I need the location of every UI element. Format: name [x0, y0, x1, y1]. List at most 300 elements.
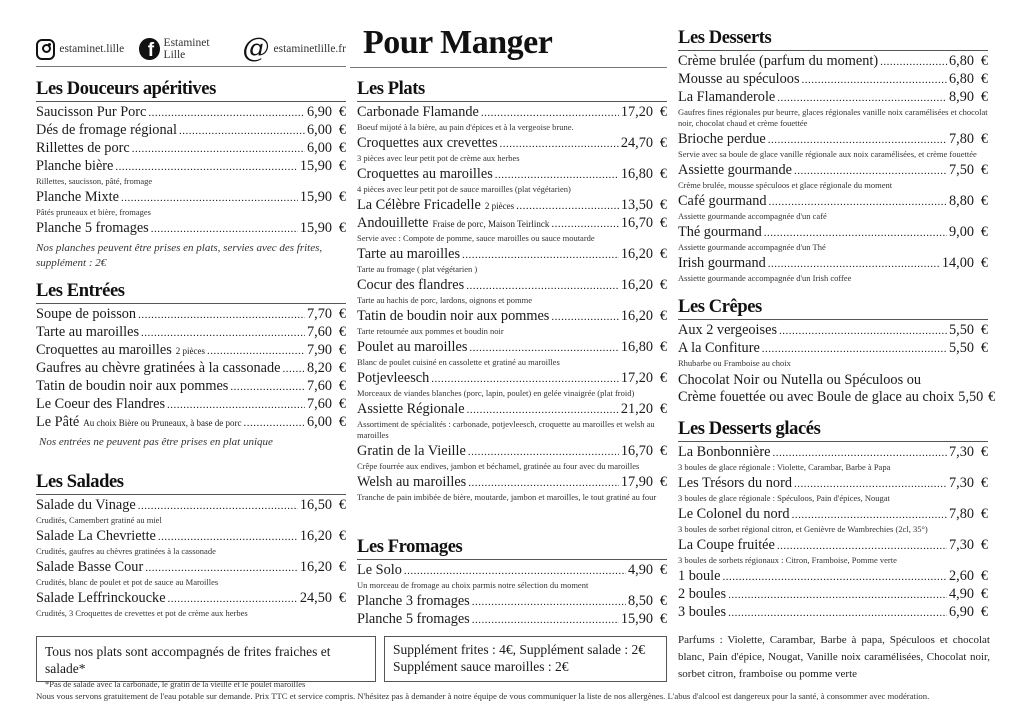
leader-dots: [880, 53, 947, 71]
item-name: Potjevleesch: [357, 370, 430, 386]
section-title: Les Fromages: [357, 537, 463, 557]
item-name: Welsh au maroilles: [357, 474, 467, 490]
leader-dots: [779, 322, 947, 340]
menu-list: [36, 104, 346, 238]
item-description: Crudités, gaufres au chèvres gratinées à la cassonade: [36, 546, 216, 556]
item-name: Irish gourmand: [678, 255, 766, 271]
item-description: Rillettes, saucisson, pâté, fromage: [36, 176, 153, 186]
item-price: 7,60: [306, 378, 332, 394]
item-name: Soupe de poisson: [36, 306, 137, 322]
currency-symbol: €: [338, 104, 346, 120]
menu-item: [36, 414, 346, 432]
leader-dots: [551, 215, 618, 233]
menu-item: [678, 224, 988, 242]
currency-symbol: €: [338, 559, 346, 575]
item-description: 3 boules de sorbets régionaux : Citron, Framboise, Pomme verte: [678, 555, 897, 565]
leader-dots: [468, 474, 619, 492]
leader-dots: [500, 135, 619, 153]
item-price: 15,90: [299, 220, 332, 236]
currency-symbol: €: [659, 611, 667, 627]
item-price: 6,90: [306, 104, 332, 120]
item-name: Planche 3 fromages: [357, 593, 470, 609]
item-description: Servie avec : Compote de pomme, sauce maroilles ou sauce moutarde: [357, 233, 595, 243]
leader-dots: [768, 255, 940, 273]
menu-item: [36, 360, 346, 378]
item-name: Les Trésors du nord: [678, 475, 792, 491]
currency-symbol: €: [338, 396, 346, 412]
item-price: 17,20: [620, 104, 653, 120]
item-price: 7,50: [948, 162, 974, 178]
currency-symbol: €: [659, 593, 667, 609]
item-price: 4,90: [948, 586, 974, 602]
leader-dots: [768, 131, 947, 149]
leader-dots: [167, 396, 305, 414]
leader-dots: [151, 220, 298, 238]
at-icon: @: [242, 33, 270, 64]
leader-dots: [764, 224, 947, 242]
leader-dots: [794, 475, 947, 493]
menu-item: [678, 340, 988, 358]
item-name: Le Pâté: [36, 414, 80, 430]
menu-item: [36, 306, 346, 324]
leader-dots: [121, 189, 298, 207]
leader-dots: [138, 306, 305, 324]
item-price: 17,90: [620, 474, 653, 490]
menu-item: [36, 158, 346, 176]
currency-symbol: €: [980, 537, 988, 553]
item-name: Croquettes aux crevettes: [357, 135, 498, 151]
item-name: Gaufres au chèvre gratinées à la cassonade: [36, 360, 281, 376]
currency-symbol: €: [980, 193, 988, 209]
item-price: 6,90: [948, 604, 974, 620]
item-price: 16,80: [620, 339, 653, 355]
currency-symbol: €: [659, 277, 667, 293]
menu-item: [678, 322, 988, 340]
currency-symbol: €: [338, 189, 346, 205]
section-desserts-glaces: [678, 418, 988, 622]
section-douceurs: [36, 78, 346, 271]
item-price: 7,80: [948, 131, 974, 147]
leader-dots: [115, 158, 297, 176]
menu-list: [36, 497, 346, 619]
item-name: La Bonbonnière: [678, 444, 771, 460]
item-description: Boeuf mijoté à la bière, au pain d'épices et à la vergeoise brune.: [357, 122, 574, 132]
menu-item: [36, 122, 346, 140]
item-description: Crudités, Camembert gratiné au miel: [36, 515, 162, 525]
item-description: Gaufres fines régionales pur beurre, glaces régionales vanille noix caramélisées et chocolat noir, chocolat chaud et crème fouettée: [678, 107, 988, 128]
item-description: Tarte retournée aux pommes et boudin noir: [357, 326, 504, 336]
item-price: 14,00: [941, 255, 974, 271]
divider: [678, 50, 988, 51]
menu-item: [678, 537, 988, 555]
section-title: Les Douceurs apéritives: [36, 79, 216, 99]
leader-dots: [481, 104, 619, 122]
item-description: Crudités, 3 Croquettes de crevettes et pot de crème aux herbes: [36, 608, 248, 618]
item-price: 16,80: [620, 166, 653, 182]
currency-symbol: €: [980, 71, 988, 87]
instagram-handle[interactable]: estaminet.lille: [59, 43, 125, 55]
item-description: Pâtés pruneaux et bière, fromages: [36, 207, 151, 217]
currency-symbol: €: [659, 104, 667, 120]
item-price: 5,50: [948, 322, 974, 338]
footer-disclaimer: Nous vous servons gratuitement de l'eau potable sur demande. Prix TTC et service compris. N'hésitez pas à demander à notre équipe de vous communiquer la liste de nos allergènes. L'abus d'alcool est dangereux pour la santé, à consommer avec modération.: [36, 691, 930, 701]
currency-symbol: €: [659, 339, 667, 355]
item-price: 16,20: [620, 277, 653, 293]
currency-symbol: €: [980, 255, 988, 271]
supplement-line: Supplément frites : 4€, Supplément salade : 2€: [393, 642, 645, 657]
menu-item: [357, 474, 667, 492]
website-link[interactable]: estaminetlille.fr: [273, 43, 346, 55]
menu-item: [357, 246, 667, 264]
section-title: Les Salades: [36, 472, 124, 492]
menu-item: [357, 593, 667, 611]
currency-symbol: €: [338, 342, 346, 358]
menu-item: [357, 562, 667, 580]
currency-symbol: €: [980, 586, 988, 602]
item-name: Salade Basse Cour: [36, 559, 144, 575]
item-name: Planche bière: [36, 158, 114, 174]
leader-dots: [283, 360, 305, 378]
item-price: 7,30: [948, 444, 974, 460]
item-name: La Coupe fruitée: [678, 537, 775, 553]
facebook-handle[interactable]: Estaminet Lille: [163, 37, 210, 61]
menu-item: [357, 611, 667, 629]
divider: [36, 494, 346, 495]
parfums-note: Parfums : Violette, Carambar, Barbe à papa, Spéculoos et chocolat blanc, Pain d'épice, Nougat, Vanille noix caramélisées, Chocolat noir, sorbet citron, framboise ou pomme verte: [678, 634, 990, 680]
menu-item: [36, 528, 346, 546]
item-price: 4,90: [627, 562, 653, 578]
leader-dots: [141, 324, 305, 342]
divider: [678, 319, 988, 320]
item-price: 6,00: [306, 414, 332, 430]
item-name: Poulet au maroilles: [357, 339, 468, 355]
item-price: 16,70: [620, 443, 653, 459]
item-description: Assiette gourmande accompagnée d'un café: [678, 211, 827, 221]
currency-symbol: €: [659, 197, 667, 213]
divider: [36, 101, 346, 102]
item-description: 3 boules de glace régionale : Violette, Carambar, Barbe à Papa: [678, 462, 891, 472]
leader-dots: [773, 444, 947, 462]
leader-dots: [728, 586, 947, 604]
leader-dots: [551, 308, 618, 326]
item-description: 3 boules de glace régionale : Spéculoos, Pain d'épices, Nougat: [678, 493, 890, 503]
item-name: Cocur des flandres: [357, 277, 465, 293]
leader-dots: [472, 611, 619, 629]
item-name: 1 boule: [678, 568, 721, 584]
currency-symbol: €: [338, 528, 346, 544]
currency-symbol: €: [338, 497, 346, 513]
item-price: 6,00: [306, 140, 332, 156]
item-price: 7,60: [306, 324, 332, 340]
item-description: Crème brulée, mousse spéculoos et glace régionale du moment: [678, 180, 893, 190]
item-name: Mousse au spéculoos: [678, 71, 800, 87]
currency-symbol: €: [659, 135, 667, 151]
menu-item: [678, 71, 988, 89]
item-price: 15,90: [299, 189, 332, 205]
currency-symbol: €: [659, 370, 667, 386]
item-price: 6,80: [948, 71, 974, 87]
item-description: Assortiment de spécialités : carbonade, potjevleesch, croquette au maroilles et welsh au maroilles: [357, 419, 655, 440]
item-name: Croquettes au maroilles: [36, 342, 172, 358]
leader-dots: [168, 590, 298, 608]
item-price: 8,90: [948, 89, 974, 105]
leader-dots: [794, 162, 947, 180]
item-detail: Au choix Bière ou Pruneaux, à base de porc: [83, 418, 242, 428]
leader-dots: [467, 401, 619, 419]
menu-item: [36, 378, 346, 396]
currency-symbol: €: [659, 215, 667, 231]
leader-dots: [148, 104, 305, 122]
item-name: Le Colonel du nord: [678, 506, 790, 522]
currency-symbol: €: [980, 604, 988, 620]
item-price: 16,20: [299, 528, 332, 544]
currency-symbol: €: [338, 158, 346, 174]
menu-list: [678, 322, 988, 369]
currency-symbol: €: [980, 506, 988, 522]
leader-dots: [468, 443, 619, 461]
menu-item: [36, 189, 346, 207]
item-price: 7,80: [948, 506, 974, 522]
currency-symbol: €: [980, 340, 988, 356]
menu-item: [36, 396, 346, 414]
currency-symbol: €: [980, 444, 988, 460]
section-entrees: [36, 280, 346, 450]
item-price: 7,90: [306, 342, 332, 358]
currency-symbol: €: [338, 590, 346, 606]
item-price: 2,60: [948, 568, 974, 584]
item-price: 5,50: [948, 340, 974, 356]
currency-symbol: €: [338, 414, 346, 430]
accompaniment-note: *Pas de salade avec la carbonade, le gratin de la vieille et le poulet maroilles: [45, 679, 306, 689]
section-title: Les Entrées: [36, 281, 125, 301]
menu-list: [36, 306, 346, 432]
menu-item: [36, 140, 346, 158]
menu-item: [678, 193, 988, 211]
menu-item: [678, 506, 988, 524]
item-price: 8,50: [627, 593, 653, 609]
currency-symbol: €: [980, 131, 988, 147]
item-name: Saucisson Pur Porc: [36, 104, 147, 120]
item-description: Assiette gourmande accompagnée d'un Thé: [678, 242, 826, 252]
menu-item: [678, 586, 988, 604]
supplement-line: Supplément sauce maroilles : 2€: [393, 659, 569, 674]
item-price: 16,20: [620, 246, 653, 262]
divider: [357, 101, 667, 102]
leader-dots: [179, 122, 305, 140]
menu-item: [678, 475, 988, 493]
currency-symbol: €: [338, 220, 346, 236]
item-name: Tarte au maroilles: [357, 246, 461, 262]
social-links: [36, 33, 346, 64]
item-name: Assiette gourmande: [678, 162, 792, 178]
item-price: 17,20: [620, 370, 653, 386]
item-name: Tatin de boudin noir aux pommes: [36, 378, 229, 394]
leader-dots: [138, 497, 298, 515]
menu-item: [357, 401, 667, 419]
divider: [36, 66, 346, 67]
item-description: Un morceau de fromage au choix parmis notre sélection du moment: [357, 580, 589, 590]
currency-symbol: €: [659, 562, 667, 578]
currency-symbol: €: [659, 474, 667, 490]
currency-symbol: €: [659, 308, 667, 324]
item-price: 7,30: [948, 537, 974, 553]
item-price: 24,50: [299, 590, 332, 606]
item-description: 3 boules de sorbet régional citron, et Genièvre de Wambrechies (2cl, 35°): [678, 524, 928, 534]
item-price: 16,70: [620, 215, 653, 231]
currency-symbol: €: [338, 360, 346, 376]
item-price: 16,50: [299, 497, 332, 513]
currency-symbol: €: [338, 122, 346, 138]
divider: [357, 559, 667, 560]
section-plats: [357, 78, 667, 505]
leader-dots: [777, 537, 947, 555]
section-title: Les Plats: [357, 79, 425, 99]
item-price: 21,20: [620, 401, 653, 417]
currency-symbol: €: [338, 306, 346, 322]
item-name: Le Solo: [357, 562, 402, 578]
currency-symbol: €: [338, 324, 346, 340]
item-name: Salade Leffrinckoucke: [36, 590, 166, 606]
item-description: Tarte au fromage ( plat végétarien ): [357, 264, 478, 274]
leader-dots: [132, 140, 305, 158]
section-title: Les Crêpes: [678, 297, 762, 317]
item-price: 6,00: [306, 122, 332, 138]
page-title: Pour Manger: [363, 24, 553, 61]
menu-item: [678, 53, 988, 71]
currency-symbol: €: [980, 53, 988, 69]
leader-dots: [472, 593, 626, 611]
item-price: 7,70: [306, 306, 332, 322]
item-name: 2 boules: [678, 586, 727, 602]
item-detail: Fraise de porc, Maison Teirlinck: [432, 219, 550, 229]
section-salades: [36, 471, 346, 621]
leader-dots: [243, 414, 304, 432]
leader-dots: [495, 166, 619, 184]
divider: [350, 67, 667, 68]
menu-item: [678, 568, 988, 586]
item-name: Thé gourmand: [678, 224, 762, 240]
item-price: 7,60: [306, 396, 332, 412]
item-description: Blanc de poulet cuisiné en cassolette et gratiné au maroilles: [357, 357, 560, 367]
leader-dots: [145, 559, 298, 577]
menu-list: [678, 444, 988, 622]
item-name: Dés de fromage régional: [36, 122, 177, 138]
section-note: Nos entrées ne peuvent pas être prises en plat unique: [39, 436, 273, 448]
menu-item: Crème fouettée ou avec Boule de glace au choix 5,50 €: [678, 389, 996, 405]
leader-dots: [723, 568, 947, 586]
leader-dots: [462, 246, 619, 264]
divider: [36, 303, 346, 304]
menu-item: [357, 308, 667, 326]
item-price: 6,80: [948, 53, 974, 69]
menu-item: [36, 342, 346, 360]
item-name: Tarte au maroilles: [36, 324, 140, 340]
menu-item: [678, 162, 988, 180]
item-name: Aux 2 vergeoises: [678, 322, 778, 338]
currency-symbol: €: [659, 443, 667, 459]
facebook-icon: f: [139, 38, 159, 60]
item-name: Brioche perdue: [678, 131, 766, 147]
menu-item: [678, 131, 988, 149]
item-name: Café gourmand: [678, 193, 767, 209]
currency-symbol: €: [338, 140, 346, 156]
leader-dots: [469, 339, 618, 357]
item-price: 16,20: [299, 559, 332, 575]
currency-symbol: €: [659, 246, 667, 262]
accompaniment-box: [36, 636, 376, 689]
item-price: 15,90: [299, 158, 332, 174]
item-name: Le Coeur des Flandres: [36, 396, 166, 412]
item-price: 9,00: [948, 224, 974, 240]
menu-item: [36, 497, 346, 515]
currency-symbol: €: [980, 568, 988, 584]
leader-dots: [404, 562, 626, 580]
item-description: Servie avec sa boule de glace vanille régionale aux noix caramélisées, et crème fouettée: [678, 149, 977, 159]
item-description: 3 pièces avec leur petit pot de crème aux herbes: [357, 153, 520, 163]
divider: [678, 441, 988, 442]
menu-item: [678, 604, 988, 622]
item-price: 8,20: [306, 360, 332, 376]
item-price: 15,90: [620, 611, 653, 627]
menu-item: [678, 444, 988, 462]
currency-symbol: €: [980, 162, 988, 178]
accompaniment-text: Tous nos plats sont accompagnés de frites fraiches et salade*: [45, 644, 331, 676]
item-name: Assiette Régionale: [357, 401, 465, 417]
item-description: Rhubarbe ou Framboise au choix: [678, 358, 791, 368]
item-name: Tatin de boudin noir aux pommes: [357, 308, 550, 324]
leader-dots: [207, 342, 305, 360]
leader-dots: [792, 506, 947, 524]
currency-symbol: €: [980, 322, 988, 338]
menu-item: [36, 559, 346, 577]
leader-dots: [466, 277, 619, 295]
leader-dots: [230, 378, 305, 396]
item-name: Planche 5 fromages: [36, 220, 149, 236]
item-name: A la Confiture: [678, 340, 760, 356]
currency-symbol: €: [338, 378, 346, 394]
item-description: Morceaux de viandes blanches (porc, lapin, poulet) en gelée vinaigrée (plat froid): [357, 388, 635, 398]
menu-item: [357, 215, 667, 233]
menu-item: [357, 166, 667, 184]
item-description: Tranche de pain imbibée de bière, moutarde, jambon et maroilles, le tout gratiné au four: [357, 492, 657, 502]
item-name: Rillettes de porc: [36, 140, 130, 156]
leader-dots: [769, 193, 947, 211]
item-name: Planche 5 fromages: [357, 611, 470, 627]
menu-item: [678, 89, 988, 107]
leader-dots: [516, 197, 619, 215]
item-name: Crème brulée (parfum du moment): [678, 53, 879, 69]
leader-dots: [802, 71, 947, 89]
currency-symbol: €: [659, 401, 667, 417]
item-price: 16,20: [620, 308, 653, 324]
menu-item: [357, 104, 667, 122]
currency-symbol: €: [980, 89, 988, 105]
item-detail: 2 pièces: [484, 201, 515, 211]
section-fromages: [357, 536, 667, 629]
item-description: Assiette gourmande accompagnée d'un Irish coffee: [678, 273, 852, 283]
menu-item: [357, 443, 667, 461]
section-note: Nos planches peuvent être prises en plats, servies avec des frites, supplément : 2€: [36, 242, 323, 269]
menu-item: [357, 277, 667, 295]
menu-list: [357, 562, 667, 629]
menu-item: [357, 370, 667, 388]
leader-dots: [762, 340, 947, 358]
item-name: Salade du Vinage: [36, 497, 136, 513]
menu-item: [36, 324, 346, 342]
item-description: 4 pièces avec leur petit pot de sauce maroilles (plat végétarien): [357, 184, 571, 194]
item-price: 13,50: [620, 197, 653, 213]
item-description: Crudités, blanc de poulet et pot de sauce au Maroilles: [36, 577, 219, 587]
